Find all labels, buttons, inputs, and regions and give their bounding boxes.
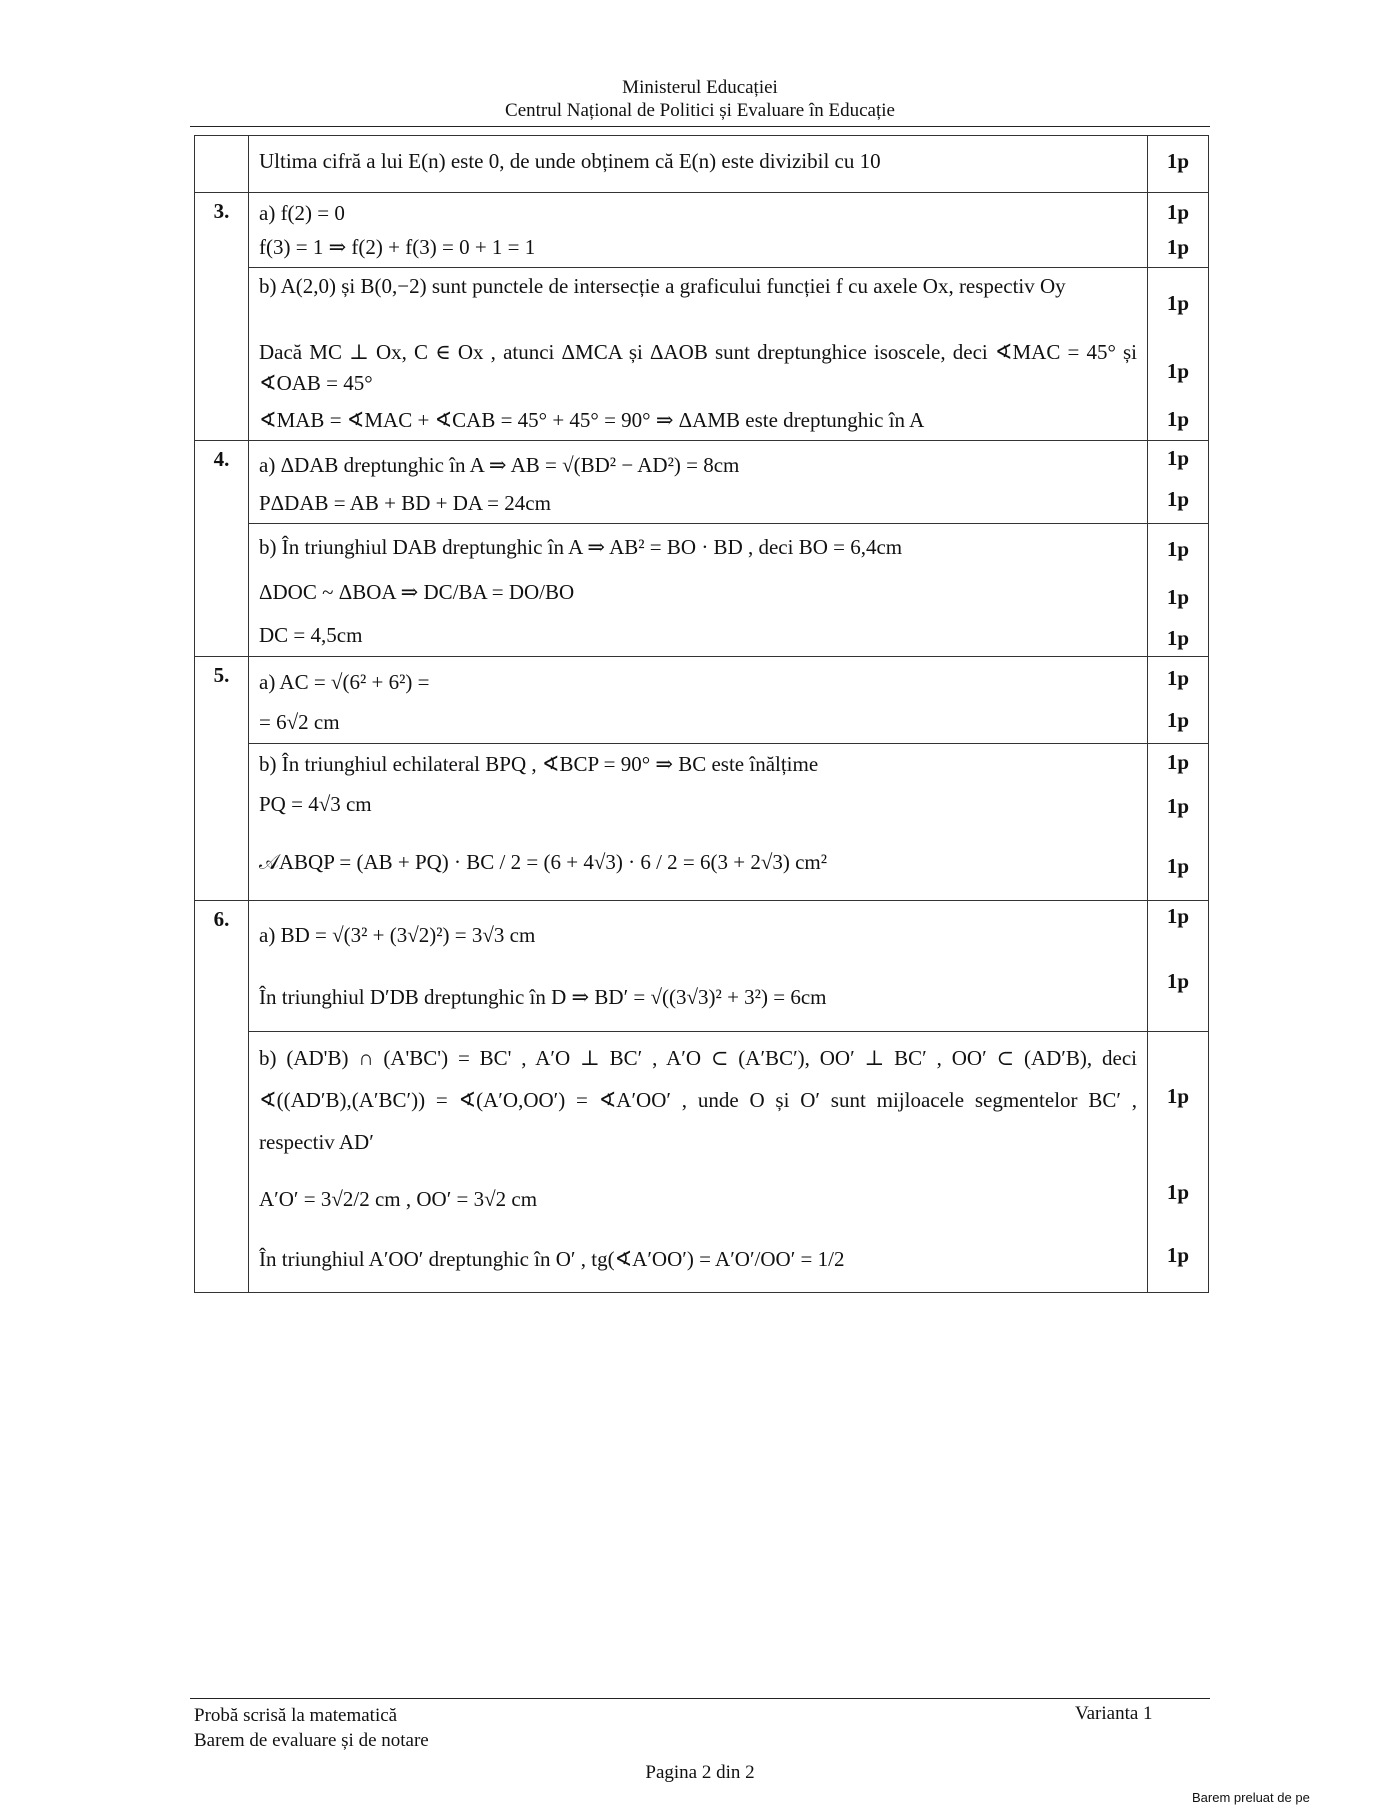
footer-left xyxy=(194,1703,429,1753)
item-number xyxy=(195,136,249,193)
row-content xyxy=(249,441,1148,524)
footer-subtitle: Barem de evaluare și de notare xyxy=(194,1730,429,1751)
row-content xyxy=(249,1032,1148,1293)
points-value: 1p xyxy=(1166,199,1190,224)
row-content xyxy=(249,657,1148,744)
points-cell xyxy=(1148,744,1209,901)
row-content xyxy=(249,268,1148,441)
row-content xyxy=(249,193,1148,268)
text-line: b) În triunghiul DAB dreptunghic în A ⇒ AB² = BO · BD , deci BO = 6,4cm xyxy=(259,534,903,559)
text-line: b) În triunghiul echilateral BPQ , ∢BCP = 90° ⇒ BC este înălțime xyxy=(259,751,819,776)
points-cell xyxy=(1148,136,1209,193)
text-line: ΔDOC ~ ΔBOA ⇒ DC/BA = DO/BO xyxy=(259,579,575,604)
item-number: 4. xyxy=(195,441,249,657)
text-line: b) A(2,0) și B(0,−2) sunt punctele de intersecție a graficului funcției f cu axele Ox, respectiv Oy xyxy=(259,274,1066,298)
points-value: 1p xyxy=(1166,1179,1190,1204)
footer-variant: Varianta 1 xyxy=(1075,1703,1153,1724)
points-value: 1p xyxy=(1166,625,1190,650)
table-row xyxy=(195,268,1209,441)
row-content xyxy=(249,136,1148,193)
points-value: 1p xyxy=(1166,707,1190,732)
table-row xyxy=(195,901,1209,1032)
text-line: ∢MAB = ∢MAC + ∢CAB = 45° + 45° = 90° ⇒ ΔAMB este dreptunghic în A xyxy=(259,407,925,432)
text-line: DC = 4,5cm xyxy=(259,622,363,647)
text-line: Dacă MC ⊥ Ox, C ∈ Ox , atunci ΔMCA și ΔAOB sunt dreptunghice isoscele, deci ∢MAC = 45° și ∢OAB = 45° xyxy=(259,340,1137,395)
points-cell xyxy=(1148,268,1209,441)
points-value: 1p xyxy=(1166,358,1190,383)
text-line: f(3) = 1 ⇒ f(2) + f(3) = 0 + 1 = 1 xyxy=(259,234,536,259)
points-cell xyxy=(1148,657,1209,744)
points-value: 1p xyxy=(1166,536,1190,561)
points-value: 1p xyxy=(1166,793,1190,818)
item-number: 3. xyxy=(195,193,249,441)
text-line: a) AC = √(6² + 6²) = xyxy=(259,669,430,694)
header-center: Centrul Național de Politici și Evaluare în Educație xyxy=(505,100,895,121)
points-value: 1p xyxy=(1166,290,1190,315)
text-line: PQ = 4√3 cm xyxy=(259,791,372,816)
footer-divider xyxy=(190,1698,1210,1699)
points-value: 1p xyxy=(1166,665,1190,690)
table-row xyxy=(195,1032,1209,1293)
points-value: 1p xyxy=(1166,486,1190,511)
table-row xyxy=(195,657,1209,744)
points-value: 1p xyxy=(1166,1242,1190,1267)
text-line: PΔDAB = AB + BD + DA = 24cm xyxy=(259,490,551,515)
points-value: 1p xyxy=(1166,234,1190,259)
item-number: 5. xyxy=(195,657,249,901)
table-row xyxy=(195,744,1209,901)
text-line: Ultima cifră a lui E(n) este 0, de unde obținem că E(n) este divizibil cu 10 xyxy=(259,148,881,173)
text-line: În triunghiul D′DB dreptunghic în D ⇒ BD′ = √((3√3)² + 3²) = 6cm xyxy=(259,984,827,1009)
points-cell xyxy=(1148,441,1209,524)
points-cell xyxy=(1148,1032,1209,1293)
item-number: 6. xyxy=(195,901,249,1293)
points-value: 1p xyxy=(1166,749,1190,774)
points-cell xyxy=(1148,901,1209,1032)
table-row xyxy=(195,193,1209,268)
points-value: 1p xyxy=(1166,968,1190,993)
text-line: = 6√2 cm xyxy=(259,709,340,734)
row-content xyxy=(249,744,1148,901)
points-value: 1p xyxy=(1166,406,1190,431)
text-line: A′O′ = 3√2/2 cm , OO′ = 3√2 cm xyxy=(259,1186,538,1211)
footer-exam-title: Probă scrisă la matematică xyxy=(194,1705,398,1726)
text-line: În triunghiul A′OO′ dreptunghic în O′ , tg(∢A′OO′) = A′O′/OO′ = 1/2 xyxy=(259,1246,845,1271)
points-value: 1p xyxy=(1166,853,1190,878)
row-content xyxy=(249,901,1148,1032)
points-value: 1p xyxy=(1166,148,1190,173)
points-cell xyxy=(1148,193,1209,268)
text-line: a) ΔDAB dreptunghic în A ⇒ AB = √(BD² − AD²) = 8cm xyxy=(259,452,740,477)
text-line: a) f(2) = 0 xyxy=(259,200,345,225)
header-ministry: Ministerul Educației xyxy=(622,77,778,98)
points-value: 1p xyxy=(1166,1083,1190,1108)
grading-table xyxy=(194,135,1209,1293)
page-header xyxy=(190,76,1210,122)
row-content xyxy=(249,524,1148,657)
table-row xyxy=(195,136,1209,193)
page-number: Pagina 2 din 2 xyxy=(645,1762,755,1783)
table-row xyxy=(195,524,1209,657)
text-line: 𝒜ABQP = (AB + PQ) · BC / 2 = (6 + 4√3) · 6 / 2 = 6(3 + 2√3) cm² xyxy=(259,849,828,874)
header-divider xyxy=(190,126,1210,127)
source-note: Barem preluat de pe xyxy=(1192,1790,1310,1805)
points-value: 1p xyxy=(1166,584,1190,609)
points-value: 1p xyxy=(1166,903,1190,928)
points-value: 1p xyxy=(1166,445,1190,470)
points-cell xyxy=(1148,524,1209,657)
text-line: b) (AD'B) ∩ (A'BC') = BC' , A′O ⊥ BC′ , A′O ⊂ (A′BC′), OO′ ⊥ BC′ , OO′ ⊂ (AD′B), deci ∢((AD′B),(A′BC′)) = ∢(A′O,OO′) = ∢A′OO′ , unde O și O′ sunt mijloacele segmentelor BC′ , respectiv AD′ xyxy=(259,1046,1137,1154)
text-line: a) BD = √(3² + (3√2)²) = 3√3 cm xyxy=(259,922,536,947)
table-row xyxy=(195,441,1209,524)
